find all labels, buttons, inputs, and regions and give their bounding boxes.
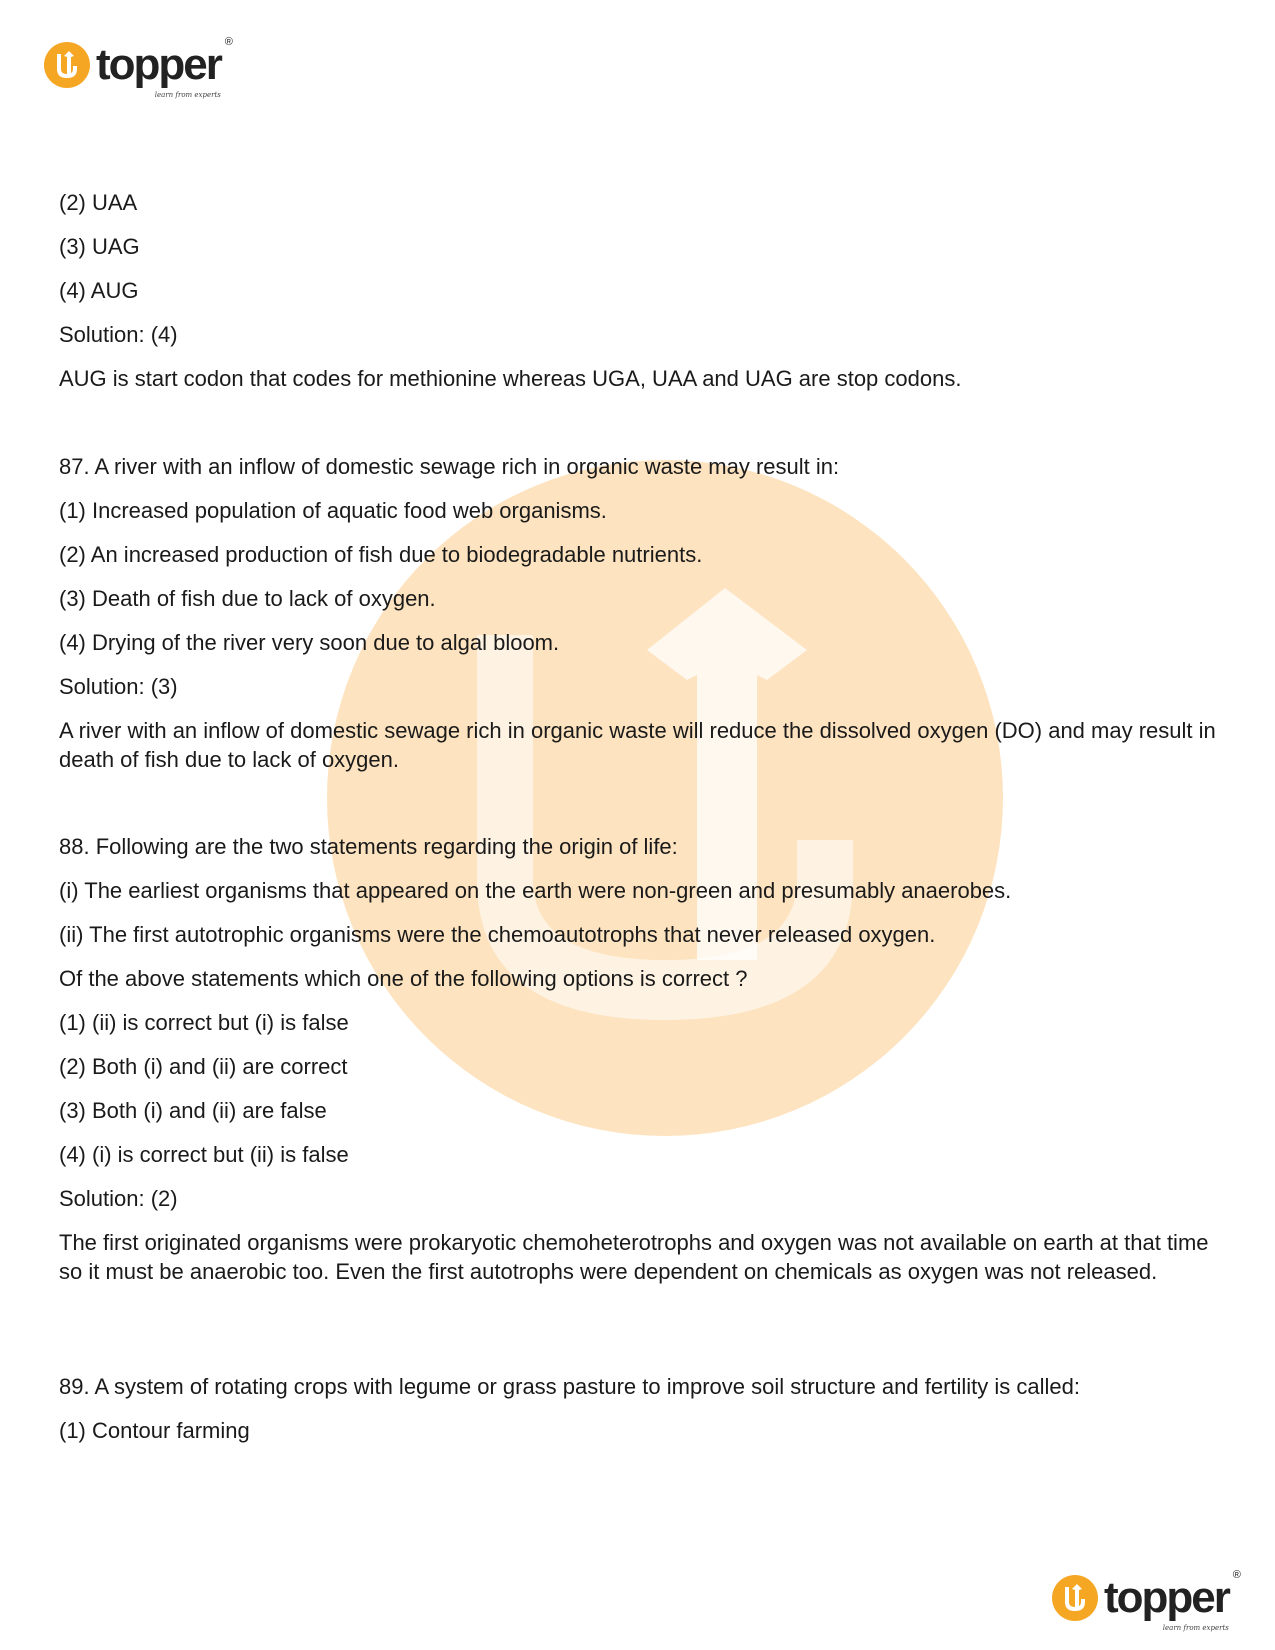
q88-question: 88. Following are the two statements regarding the origin of life: [59,834,678,859]
q88-explanation: The first originated organisms were prokaryotic chemoheterotrophs and oxygen was not available on earth at that time so it must be anaerobic too. Even the first autotrophs were dependent on chemicals as oxygen was not released. [59,1230,1209,1284]
topper-logo [44,36,233,99]
q86-solution: Solution: (4) [59,322,178,347]
topper-logo-footer [1052,1569,1241,1632]
q87-option-4: (4) Drying of the river very soon due to algal bloom. [59,630,560,655]
q88-prompt: Of the above statements which one of the following options is correct ? [59,966,748,991]
logo-mark-icon [44,42,90,88]
q88-option-1: (1) (ii) is correct but (i) is false [59,1010,349,1035]
q86-option-4: (4) AUG [59,278,139,303]
logo-mark-icon [1052,1575,1098,1621]
registered-mark: ® [224,36,233,48]
logo-word: topper [1104,1573,1229,1622]
q86-option-3: (3) UAG [59,234,140,259]
q88-option-4: (4) (i) is correct but (ii) is false [59,1142,349,1167]
q87-question: 87. A river with an inflow of domestic sewage rich in organic waste may result in: [59,454,840,479]
q87-option-2: (2) An increased production of fish due to biodegradable nutrients. [59,542,703,567]
logo-wordmark [96,36,233,99]
logo-tagline: learn from experts [154,91,221,99]
q87-explanation: A river with an inflow of domestic sewage rich in organic waste will reduce the dissolved oxygen (DO) and may result in death of fish due to lack of oxygen. [59,718,1216,772]
logo-word: topper [96,40,221,89]
q87-option-1: (1) Increased population of aquatic food web organisms. [59,498,607,523]
q88-option-3: (3) Both (i) and (ii) are false [59,1098,327,1123]
q86-option-2: (2) UAA [59,190,138,215]
registered-mark: ® [1232,1569,1241,1581]
logo-tagline: learn from experts [1162,1624,1229,1632]
q88-statement-2: (ii) The first autotrophic organisms were the chemoautotrophs that never released oxygen. [59,922,936,947]
q86-explanation: AUG is start codon that codes for methionine whereas UGA, UAA and UAG are stop codons. [59,366,962,391]
q87-option-3: (3) Death of fish due to lack of oxygen. [59,586,436,611]
q88-solution: Solution: (2) [59,1186,178,1211]
q89-option-1: (1) Contour farming [59,1418,250,1443]
q88-statement-1: (i) The earliest organisms that appeared on the earth were non-green and presumably anaerobes. [59,878,1012,903]
logo-wordmark [1104,1569,1241,1632]
q88-option-2: (2) Both (i) and (ii) are correct [59,1054,348,1079]
q89-question: 89. A system of rotating crops with legume or grass pasture to improve soil structure and fertility is called: [59,1374,1081,1399]
q87-solution: Solution: (3) [59,674,178,699]
